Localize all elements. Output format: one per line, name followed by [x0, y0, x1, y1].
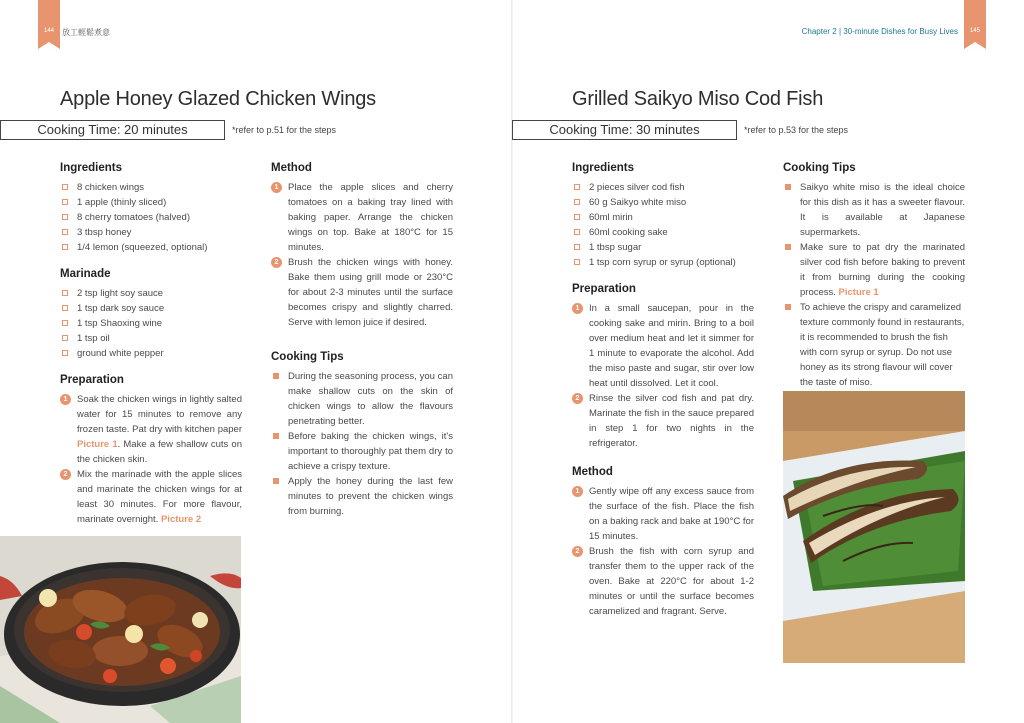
- step-1: 1 Gently wipe off any excess sauce from the surface of the fish. Place the fish on a baking rack and bake at 190°C for 15 minutes.: [572, 484, 754, 544]
- method-column: [271, 161, 453, 519]
- list-item: 2 tsp light soy sauce: [60, 286, 242, 301]
- list-item: 1 tsp dark soy sauce: [60, 301, 242, 316]
- miso-cod-photo: [783, 391, 965, 663]
- ingredients-column: [60, 161, 242, 527]
- ingredients-list: [572, 180, 754, 270]
- preparation-steps: [572, 301, 754, 451]
- step-1: 1 In a small saucepan, pour in the cooking sake and mirin. Bring to a boil over medium heat and let it simmer for 1 minute to evaporate the alcohol. Add the miso paste and sugar, stir over low heat until dissolved. Let it cool.: [572, 301, 754, 391]
- ingredients-list: [60, 180, 242, 255]
- list-item: Saikyo white miso is the ideal choice for this dish as it has a sweeter flavour. It is available at Japanese supermarkets.: [783, 180, 965, 240]
- list-item: 8 cherry tomatoes (halved): [60, 210, 242, 225]
- step-number-icon: 2: [271, 257, 282, 268]
- cooking-tips-heading: Cooking Tips: [783, 162, 856, 174]
- checkbox-icon: [574, 229, 580, 235]
- list-item: 1 tsp Shaoxing wine: [60, 316, 242, 331]
- checkbox-icon: [574, 199, 580, 205]
- picture-ref: Picture 2: [160, 514, 202, 525]
- list-item: 1 tsp oil: [60, 331, 242, 346]
- method-heading: Method: [572, 466, 613, 478]
- list-item: To achieve the crispy and caramelized texture commonly found in restaurants, it is recommended to brush the fish with corn syrup or syrup. Do not use honey as its strong flavour will cover the taste of miso.: [783, 300, 965, 390]
- step-reference-note: *refer to p.53 for the steps: [744, 125, 849, 135]
- list-item: 1 apple (thinly sliced): [60, 195, 242, 210]
- step-2: 2 Brush the fish with corn syrup and transfer them to the upper rack of the oven. Bake at 220°C for about 1-2 minutes or until the surface becomes caramelized and fragrant. Serve.: [572, 544, 754, 619]
- list-item: Make sure to pat dry the marinated silver cod fish before baking to prevent it from burning during the cooking process. Picture 1: [783, 240, 965, 300]
- checkbox-icon: [62, 199, 68, 205]
- ingredients-heading: Ingredients: [60, 162, 122, 174]
- checkbox-icon: [574, 184, 580, 190]
- right-page-number-tab: 145: [964, 0, 986, 42]
- bullet-icon: [785, 244, 791, 250]
- checkbox-icon: [62, 229, 68, 235]
- checkbox-icon: [62, 184, 68, 190]
- step-number-icon: 1: [572, 303, 583, 314]
- step-number-icon: 1: [572, 486, 583, 497]
- step-1: 1 Soak the chicken wings in lightly salted water for 15 minutes to remove any frozen taste. Pat dry with kitchen paper Picture 1. Make a few shallow cuts on the chicken skin.: [60, 392, 242, 467]
- step-reference-note: *refer to p.51 for the steps: [232, 125, 337, 135]
- cooking-time-box: Cooking Time: 30 minutes: [512, 120, 737, 140]
- step-2: 2 Brush the chicken wings with honey. Bake them using grill mode or 230°C for about 2-3 minutes until the surface becomes crispy and slightly charred. Serve with lemon juice if desired.: [271, 255, 453, 330]
- cooking-tips-heading: Cooking Tips: [271, 351, 344, 363]
- preparation-steps: [60, 392, 242, 527]
- checkbox-icon: [62, 350, 68, 356]
- cooking-tips-column: [783, 161, 965, 390]
- ingredients-column: [572, 161, 754, 619]
- checkbox-icon: [62, 305, 68, 311]
- right-running-header: Chapter 2 | 30-minute Dishes for Busy Lives: [801, 27, 958, 36]
- preparation-heading: Preparation: [60, 374, 124, 386]
- list-item: ground white pepper: [60, 346, 242, 361]
- list-item: 60 g Saikyo white miso: [572, 195, 754, 210]
- recipe-title-miso-cod: Grilled Saikyo Miso Cod Fish: [572, 88, 824, 110]
- step-number-icon: 2: [60, 469, 71, 480]
- bullet-icon: [273, 373, 279, 379]
- step-2: 2 Rinse the silver cod fish and pat dry. Marinate the fish in the sauce prepared in step 1 for two nights in the refrigerator.: [572, 391, 754, 451]
- ingredients-heading: Ingredients: [572, 162, 634, 174]
- method-heading: Method: [271, 162, 312, 174]
- list-item: During the seasoning process, you can make shallow cuts on the skin of chicken wings to allow the flavours penetrating better.: [271, 369, 453, 429]
- bullet-icon: [273, 433, 279, 439]
- preparation-heading: Preparation: [572, 283, 636, 295]
- checkbox-icon: [62, 335, 68, 341]
- checkbox-icon: [574, 244, 580, 250]
- list-item: 1 tsp corn syrup or syrup (optional): [572, 255, 754, 270]
- chicken-wings-photo: [0, 536, 241, 723]
- step-1: 1 Place the apple slices and cherry tomatoes on a baking tray lined with baking paper. Arrange the chicken wings on top. Bake at 180°C for 15 minutes.: [271, 180, 453, 255]
- list-item: 8 chicken wings: [60, 180, 242, 195]
- bullet-icon: [273, 478, 279, 484]
- step-number-icon: 2: [572, 546, 583, 557]
- checkbox-icon: [62, 320, 68, 326]
- list-item: 60ml cooking sake: [572, 225, 754, 240]
- cooking-tips-list: [271, 369, 453, 519]
- list-item: 2 pieces silver cod fish: [572, 180, 754, 195]
- step-number-icon: 1: [271, 182, 282, 193]
- marinade-heading: Marinade: [60, 268, 111, 280]
- picture-ref: Picture 1: [77, 439, 118, 450]
- method-steps: [572, 484, 754, 619]
- checkbox-icon: [62, 244, 68, 250]
- step-2: 2 Mix the marinade with the apple slices and marinate the chicken wings for at least 30 minutes. For more flavour, marinate overnight. Picture 2: [60, 467, 242, 527]
- left-running-header: 放工輕鬆煮意: [62, 28, 110, 37]
- list-item: Apply the honey during the last few minutes to prevent the chicken wings from burning.: [271, 474, 453, 519]
- marinade-list: [60, 286, 242, 361]
- method-steps: [271, 180, 453, 330]
- left-page-number-tab: 144: [38, 0, 60, 42]
- checkbox-icon: [574, 259, 580, 265]
- list-item: Before baking the chicken wings, it's important to thoroughly pat them dry to achieve a crispy texture.: [271, 429, 453, 474]
- step-number-icon: 1: [60, 394, 71, 405]
- checkbox-icon: [574, 214, 580, 220]
- list-item: 3 tbsp honey: [60, 225, 242, 240]
- list-item: 1 tbsp sugar: [572, 240, 754, 255]
- right-page: [512, 0, 1024, 723]
- list-item: 60ml mirin: [572, 210, 754, 225]
- recipe-title-chicken-wings: Apple Honey Glazed Chicken Wings: [60, 88, 376, 110]
- cooking-time-box: Cooking Time: 20 minutes: [0, 120, 225, 140]
- bullet-icon: [785, 184, 791, 190]
- picture-ref: Picture 1: [838, 287, 879, 298]
- checkbox-icon: [62, 290, 68, 296]
- cooking-tips-list: [783, 180, 965, 390]
- list-item: 1/4 lemon (squeezed, optional): [60, 240, 242, 255]
- checkbox-icon: [62, 214, 68, 220]
- bullet-icon: [785, 304, 791, 310]
- step-number-icon: 2: [572, 393, 583, 404]
